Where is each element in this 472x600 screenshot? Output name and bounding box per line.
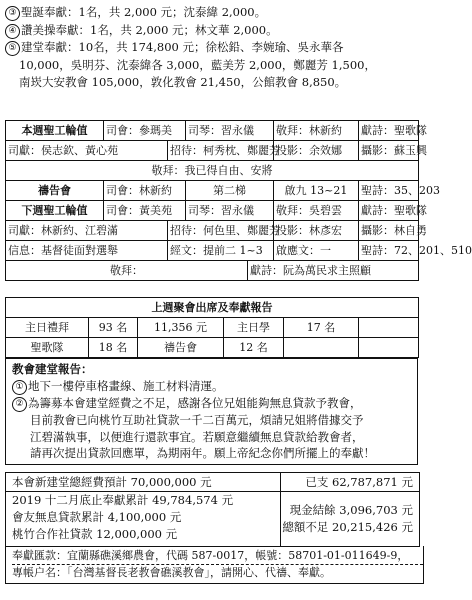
offering-item-continued: 10,000，吳明芬、沈泰緯各 3,000，藍美芳 2,000，鄭麗芳 1,500， (19, 57, 376, 72)
report-item-continued: 目前教會已向桃竹互助社貸款一千二百萬元，煩請兄姐將借據交予 (30, 413, 364, 427)
circled-number: ④ (5, 24, 20, 39)
this-week-title: 本週聖工輪值 (6, 121, 104, 141)
table-row (6, 161, 419, 181)
offering-item: ⑤ 建堂奉獻：10名，共 174,800 元；徐松鉛、李婉瑜、吳永華各 (5, 39, 419, 57)
cash-balance: 現金結餘 3,096,703 元 (289, 503, 413, 517)
fund-target-label: 本會新建堂總經費預計 70,000,000 元 (12, 475, 212, 489)
shortfall: 總額不足 20,215,426 元 (282, 520, 413, 534)
fund-target-row (5, 472, 420, 492)
fund-balance (282, 502, 413, 536)
report-item: ② 為籌募本會建堂經費之不足，感謝各位兄姐能夠無息貸款予教會， (6, 395, 417, 412)
table-row: 敬拜： 獻詩：阮為萬民求主照顧 (6, 261, 419, 281)
report-item: ① 地下一樓停車格畫線、施工材料清運。 (6, 378, 417, 395)
table-row: 司獻：林新約、江碧滿 招待：何色里、鄭麗芳 投影：林彥宏 攝影：林自勇 (6, 221, 419, 241)
divider (280, 473, 281, 491)
building-report (5, 358, 418, 465)
offering-item: ③ 聖誕奉獻：1名，共 2,000 元；沈泰緯 2,000。 (5, 4, 419, 22)
this-week-worship: 敬拜：我已得自由、安將 (6, 161, 419, 181)
table-row: 下週聖工輪值 司會：黃美苑 司琴：習永儀 敬拜：吳碧雲 獻詩：聖歌隊 (6, 201, 419, 221)
fund-detail-row (5, 490, 420, 547)
offering-item-continued: 南崁大安教會 105,000，敦化教會 21,450，公館教會 8,850。 (19, 75, 347, 89)
circled-number: ⑤ (5, 41, 20, 56)
table-row: 本週聖工輪值 司會：參瑪美 司琴：習永儀 敬拜：林新約 獻詩：聖歌隊 (6, 121, 419, 141)
fund-detail-list: 2019 十二月底止奉獻累計 49,784,574 元 會友無息貸款累計 4,100,000 元 桃竹合作社貸款 12,000,000 元 (12, 493, 234, 541)
attendance-table (5, 297, 419, 358)
offering-list (5, 4, 419, 92)
report-title: 教會建堂報告： (12, 362, 93, 376)
offering-item: ④ 讚美操奉獻：1名，共 2,000 元；林文華 2,000。 (5, 22, 419, 40)
divider (280, 490, 281, 546)
attendance-title: 上週聚會出席及奉獻報告 (6, 298, 419, 318)
table-row: 聖歌隊 18 名 禱告會 12 名 (6, 338, 419, 358)
table-row (6, 298, 419, 318)
prayer-title: 禱告會 (6, 181, 104, 201)
table-row: 信息：基督徒面對選舉 經文：提前二 1~3 啟應文：一 聖詩：72、201、510 (6, 241, 419, 261)
table-row: 司獻：侯志欽、黃心苑 招待：柯秀枕、鄭麗芳 投影：余效娜 攝影：蘇玉興 (6, 141, 419, 161)
circled-number: ③ (5, 6, 20, 21)
circled-number: ② (12, 397, 27, 412)
worker-schedule-table (5, 120, 472, 281)
remittance-info: 奉獻匯款：宜蘭縣礁溪鄉農會，代碼 587-0017，帳號：58701-01-011649-9， 專帳户名：「台灣基督長老教會礁溪教會」，請開心、代禱、奉獻。 (5, 546, 424, 584)
table-row: 主日禮拜 93 名 11,356 元 主日學 17 名 (6, 318, 419, 338)
report-item-continued: 請再次提出貸款回應單，為期兩年。願上帝紀念你們所擺上的奉獻！ (30, 446, 375, 460)
fund-spent: 已支 62,787,871 元 (305, 475, 413, 489)
table-row: 禱告會 司會：林新約 第二梯 啟九 13~21 聖詩：35、203 (6, 181, 419, 201)
report-item-continued: 江碧滿執事，以便進行還款事宜。若願意繼續無息貸款給教會者， (30, 429, 364, 444)
circled-number: ① (12, 380, 27, 395)
next-week-title: 下週聖工輪值 (6, 201, 104, 221)
